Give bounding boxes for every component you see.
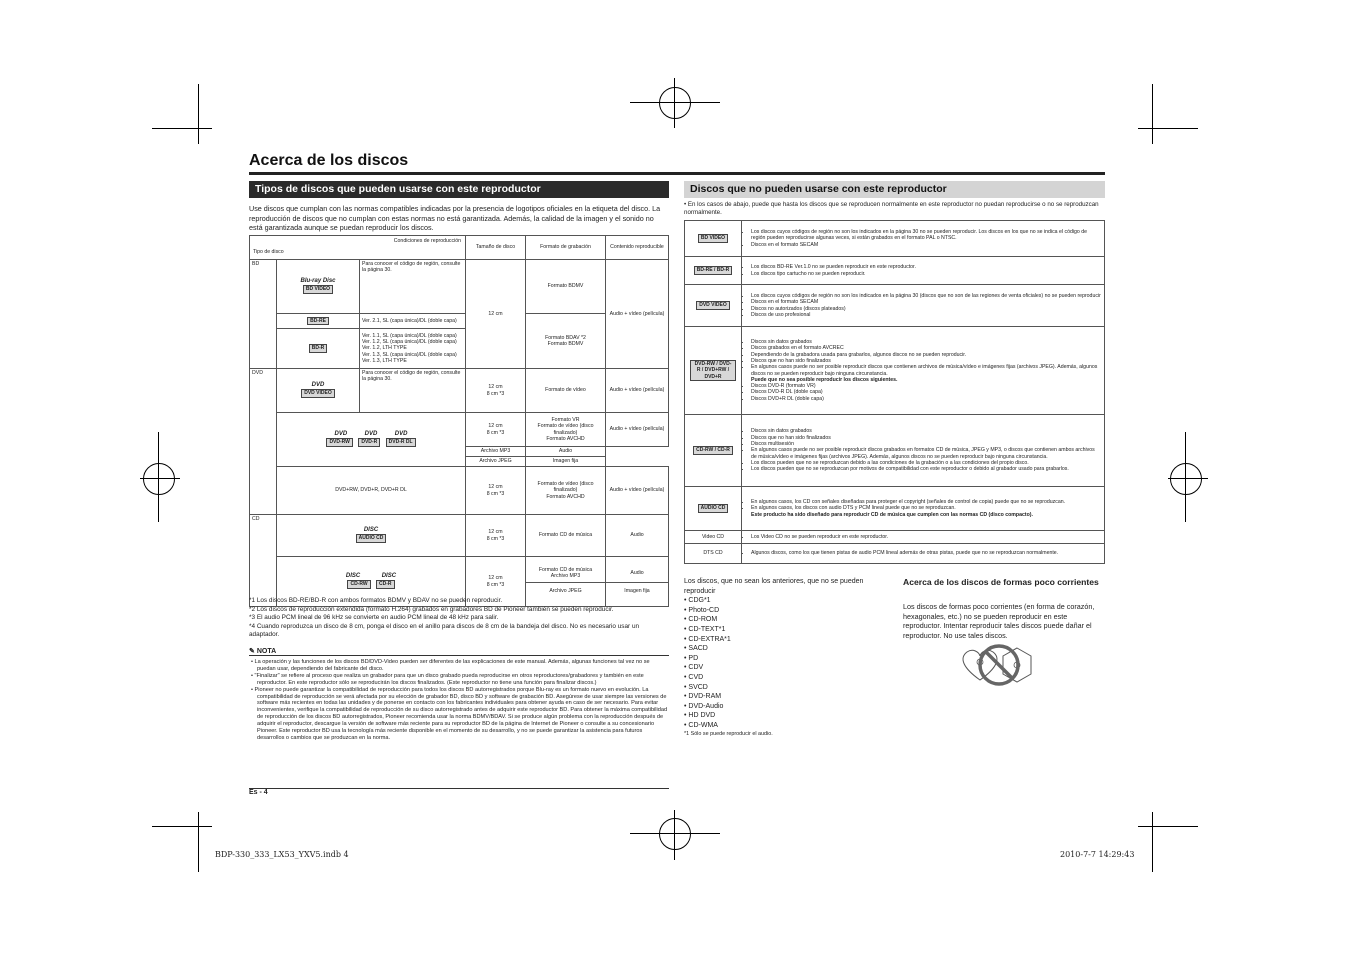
row-item: • Discos multisesión [751, 441, 1101, 447]
row-item: Este producto ha sido diseñado para reproducir CD de música que cumplen con las normas CD (disco compacto). [751, 511, 1033, 518]
print-slug-file: BDP-330_333_LX53_YXV5.indb 4 [215, 850, 349, 859]
dvd-logo-icon: DVD [364, 431, 378, 438]
divider [249, 788, 669, 789]
crop-mark [198, 812, 199, 872]
dvd-region-note: Para conocer el código de región, consulte la página 30. [360, 369, 466, 413]
other-disc-item: • CD-EXTRA*1 [684, 635, 731, 643]
registration-mark [1170, 463, 1202, 495]
header-conditions: Condiciones de reproducción [393, 238, 461, 244]
nota-heading [249, 647, 669, 656]
registration-mark [659, 818, 691, 850]
crop-mark [152, 826, 212, 827]
dvd-plus-content: Audio + vídeo (película) [606, 467, 669, 515]
row-item: • En algunos casos, los CD con señales diseñadas para proteger el copyright (señales de control de copia) puede que no se reproduzcan. [751, 499, 1101, 505]
badge-label: BD VIDEO [698, 234, 728, 243]
bd-format-bdav: Formato BDAV *2 Formato BDMV [526, 314, 606, 369]
odd-shape-disc-prohibited-icon [955, 644, 1045, 686]
dvd-video-format: Formato de vídeo [526, 369, 606, 413]
bd-region-note: Para conocer el código de región, consulte la página 30. [360, 260, 466, 314]
header-format: Formato de grabación [526, 236, 606, 260]
dvd-rw-mp3: Archivo MP3 [466, 447, 526, 457]
note-icon: ✎ [249, 648, 257, 655]
row-item: • Discos en el formato SECAM [751, 299, 1101, 305]
dvd-video-size: 12 cm 8 cm *3 [466, 369, 526, 413]
section-header-incompatible: Discos que no pueden usarse con este reproductor [684, 181, 1105, 198]
row-item: • Discos DVD-R (formato VR) [751, 383, 1101, 389]
dvd-rw-format-vr: Formato VR Formato de vídeo (disco finalizado) Formato AVCHD [526, 413, 606, 447]
incompatible-discs-table [684, 220, 1105, 564]
footnote: *2 Los discos de reproducción extendida (formato H.264) grabados en grabadores BD de Pioneer también se pueden reproducir. [249, 605, 614, 613]
nota-title: NOTA [256, 648, 277, 655]
other-disc-item: • CVD [684, 673, 704, 681]
badge-dvd-r: DVD-R [358, 438, 380, 447]
title-rule [249, 172, 1105, 175]
group-bd: BD [250, 260, 277, 369]
compatible-intro: Use discos que cumplan con las normas compatibles indicadas por la presencia de logotipos oficiales en la etiqueta del disco. La reproducción de discos que no cumplan con estas normas no está garantizada. Además, la calidad de la imagen y el sonido no está garantizada aunque se puedan reproducir los discos. [249, 204, 661, 233]
compact-disc-logo-icon: DISC [363, 527, 379, 534]
cd-rw-jpeg: Archivo JPEG [549, 588, 582, 595]
dvd-plus-size: 12 cm 8 cm *3 [466, 467, 526, 515]
row-label: DTS CD [685, 544, 742, 564]
compact-disc-logo-icon: DISC [381, 573, 397, 580]
nota-item: • "Finalizar" se refiere al proceso que realiza un grabador para que un disco grabado pueda reproducirse en otros reproductores/grabadores y también en este reproductor. En este reproductor sólo se reproducirán los discos finalizados. (Este reproductor no tiene una función para finalizar discos.) [251, 672, 644, 686]
group-cd: CD [250, 515, 277, 607]
badge-cd-r: CD-R [376, 580, 395, 589]
compatible-discs-table [249, 235, 669, 607]
bd-size: 12 cm [466, 260, 526, 369]
odd-shape-text: Los discos de formas poco corrientes (en forma de corazón, hexagonales, etc.) no se pueden reproducir en este reproductor. Intentar reproducir tales discos puede dañar el reproductor. No use tales discos. [903, 602, 1095, 640]
registration-mark [659, 87, 691, 119]
other-disc-item: • CDV [684, 664, 704, 672]
badge-label: DVD-RW / DVD-R / DVD+RW / DVD+R [690, 360, 736, 382]
footnotes [249, 597, 669, 640]
other-discs-note: *1 Sólo se puede reproducir el audio. [684, 730, 773, 737]
compact-disc-logo-icon: DISC [345, 573, 361, 580]
row-item: • Los Video CD no se pueden reproducir en este reproductor. [751, 534, 1101, 540]
dvd-video-logo-icon: DVD [311, 382, 325, 389]
footnote: *1 Los discos BD-RE/BD-R con ambos formatos BDMV y BDAV no se pueden reproducir. [249, 597, 503, 604]
row-item: • Discos DVD+R DL (doble capa) [751, 396, 1101, 402]
row-item: • En algunos casos puede no ser posible reproducir discos que contienen archivos de música/vídeo e imágenes fijas (archivos JPEG). Además, algunos discos no se pueden reproducir bajo ninguna circunstancia. [751, 364, 1101, 377]
row-item: • En algunos casos, los discos con audio DTS y PCM lineal puede que no se reproduzcan. [751, 505, 1101, 511]
row-item: • Discos que no han sido finalizados [751, 435, 1101, 441]
row-item: • En algunos casos puede no ser posible reproducir discos grabados en formatos CD de música, JPEG y MP3, o discos que contienen ambos archivos de música/vídeo e imágenes fijas (archivos JPEG). Además, algunos discos no se pueden reproducir bajo ninguna circunstancia. [751, 447, 1101, 460]
crop-mark [152, 128, 212, 129]
badge-label: AUDIO CD [698, 504, 729, 513]
row-item: • Los discos tipo cartucho no se pueden reproducir. [751, 271, 1101, 277]
row-item: • Discos DVD-R DL (doble capa) [751, 389, 1101, 395]
crop-mark [1138, 128, 1198, 129]
other-disc-item: • Photo-CD [684, 606, 720, 614]
badge-label: CD-RW / CD-R [693, 446, 733, 455]
section-header-compatible: Tipos de discos que pueden usarse con este reproductor [249, 181, 669, 198]
row-item: • Discos de uso profesional [751, 312, 1101, 318]
odd-shape-heading: Acerca de los discos de formas poco corrientes [903, 577, 1099, 587]
crop-mark [1152, 812, 1153, 872]
other-discs-list [684, 577, 884, 738]
other-disc-item: • CDG*1 [684, 597, 711, 605]
crop-mark [1152, 84, 1153, 144]
other-disc-item: • CD-ROM [684, 616, 718, 624]
bd-r-version: Ver. 1.1, SL (capa única)/DL (doble capa) Ver. 1.2, SL (capa única)/DL (doble capa) Ver. 1.2, LTH TYPE Ver. 1.3, SL (capa única)/DL (doble capa) Ver. 1.3, LTH TYPE [360, 329, 466, 369]
badge-dvd-rw: DVD-RW [326, 438, 352, 447]
cd-rw-format: Formato CD de música Archivo MP3 [526, 564, 605, 584]
other-discs-intro: Los discos, que no sean los anteriores, que no se pueden reproducir [684, 578, 864, 595]
cd-rw-audio: Audio [606, 564, 668, 583]
other-disc-item: • CD-TEXT*1 [684, 625, 726, 633]
audio-cd-content: Audio [606, 515, 669, 557]
row-item: • Discos sin datos grabados [751, 428, 1101, 434]
bd-content: Audio + vídeo (película) [606, 260, 669, 369]
footnote: *4 Cuando reproduzca un disco de 8 cm, ponga el disco en el anillo para discos de 8 cm de la bandeja del disco. No es necesario usar un adaptador. [249, 622, 640, 639]
dvd-logo-icon: DVD [394, 431, 408, 438]
row-item: • Los discos cuyos códigos de región no son los indicados en la página 30 no se pueden reproducir. Los discos en los que no se indica el código de región pueden reproducirse algunas veces, si están grabados en el formato PAL o NTSC. [751, 229, 1101, 242]
badge-dvd-video: DVD VIDEO [301, 389, 335, 398]
header-type: Tipo de disco [253, 248, 284, 255]
badge-label: DVD VIDEO [696, 301, 730, 310]
dvd-plus-format: Formato de vídeo (disco finalizado) Formato AVCHD [526, 467, 606, 515]
badge-bd-r: BD-R [309, 344, 328, 353]
header-content: Contenido reproducible [606, 236, 669, 260]
cd-rw-size: 12 cm 8 cm *3 [466, 557, 526, 607]
row-item: Puede que no sea posible reproducir los discos siguientes. [751, 376, 898, 383]
badge-label: BD-RE / BD-R [694, 266, 733, 275]
dvd-rw-audio: Audio [526, 447, 606, 457]
badge-bd-video: BD VIDEO [303, 285, 333, 294]
header-size: Tamaño de disco [466, 236, 526, 260]
row-item: • Algunos discos, como los que tienen pistas de audio PCM lineal además de otras pistas, puede que no se reproduzcan normalmente. [751, 550, 1101, 556]
badge-bd-re: BD-RE [307, 317, 329, 326]
row-item: • Discos no autorizados (discos plateados) [751, 306, 1101, 312]
dvd-rw-content: Audio + vídeo (película) [606, 413, 669, 447]
row-item: • Los discos pueden que no se reproduzcan debido a las condiciones de la grabación o a las condiciones del propio disco. [751, 460, 1101, 466]
other-disc-item: • PD [684, 654, 699, 662]
other-disc-item: • SVCD [684, 683, 708, 691]
row-label: Video CD [685, 531, 742, 544]
page-title: Acerca de los discos [249, 152, 409, 169]
cd-rw-image: Imagen fija [624, 588, 650, 594]
dvd-rw-jpeg: Archivo JPEG [466, 457, 526, 467]
row-item: • Discos sin datos grabados [751, 339, 1101, 345]
badge-dvd-r-dl: DVD-R DL [386, 438, 416, 447]
row-item: • Dependiendo de la grabadora usada para grabarlos, algunos discos no se pueden reproducir. [751, 352, 1101, 358]
dvd-rw-size: 12 cm 8 cm *3 [466, 413, 526, 447]
dvd-video-content: Audio + vídeo (película) [606, 369, 669, 413]
crop-mark [198, 84, 199, 144]
other-disc-item: • CD-WMA [684, 721, 718, 729]
nota-item: • La operación y las funciones de los discos BD/DVD-Video pueden ser diferentes de las explicaciones de este manual. Además, algunas funciones tal vez no se puedan usar, dependiendo del fabricante del disco. [251, 659, 650, 672]
bluray-logo-icon: Blu-ray Disc [300, 278, 336, 285]
nota-item: • Pioneer no puede garantizar la compatibilidad de reproducción para todos los discos BD autorregistrados porque Blu-ray es un formato nuevo en evolución. La compatibilidad de reproducción se verá afectada por su elección de grabador BD, disco BD y software de grabación BD. Asegúrese de usar siempre las versiones de software más recientes en todas las unidades y de ponerse en contacto con los fabricantes individuales para obtener ayuda en caso de ser necesario. Para evitar inconvenientes, verifique la compatibilidad de reproducción de su disco autorregistrado antes de adquirir este reproductor BD. Para obtener la máxima compatibilidad de reproducción de los discos BD autorregistrados, Pioneer recomienda usar la norma BDMV/BDAV. Si se produce algún problema con la reproducción después de adquirir el reproductor, descargue la versión de software más reciente para su reproductor BD de la página de Internet de Pioneer o consulte a su concesionario Pioneer. Este reproductor BD usa la tecnología más reciente disponible en el momento de su desarrollo, y no se puede garantizar la asistencia para futuros desarrollos o cambios que se produzcan en la norma. [251, 686, 668, 741]
nota-list [249, 659, 669, 742]
row-item: • Los discos cuyos códigos de región no son los indicados en la página 30 (discos que no son de las regiones de venta oficiales) no se pueden reproducir [751, 293, 1101, 299]
audio-cd-size: 12 cm 8 cm *3 [466, 515, 526, 557]
row-item: • Discos en el formato SECAM [751, 242, 1101, 248]
row-item: • Los discos pueden que no se reproduzcan por motivos de compatibilidad con este reproductor o debido al grabador usado para grabarlos. [751, 466, 1101, 472]
incompatible-intro: • En los casos de abajo, puede que hasta los discos que se reproducen normalmente en este reproductor no puedan reproducirse o no se reproduzcan normalmente. [684, 201, 1099, 216]
print-slug-date: 2010-7-7 14:29:43 [1060, 850, 1135, 859]
other-disc-item: • HD DVD [684, 712, 716, 720]
registration-mark [143, 463, 175, 495]
other-disc-item: • DVD-RAM [684, 693, 722, 701]
other-disc-item: • DVD-Audio [684, 702, 724, 710]
badge-audio-cd: AUDIO CD [356, 534, 387, 543]
page-number: Es - 4 [249, 789, 268, 796]
bd-re-version: Ver. 2.1, SL (capa única)/DL (doble capa) [360, 314, 466, 329]
row-item: • Discos que no han sido finalizados [751, 358, 1101, 364]
dvd-plus-types: DVD+RW, DVD+R, DVD+R DL [277, 467, 466, 515]
other-disc-item: • SACD [684, 645, 708, 653]
audio-cd-format: Formato CD de música [526, 515, 606, 557]
row-item: • Los discos BD-RE Ver.1.0 no se pueden reproducir en este reproductor. [751, 264, 1101, 270]
dvd-rw-image: Imagen fija [526, 457, 606, 467]
badge-cd-rw: CD-RW [347, 580, 370, 589]
bd-format-bdmv: Formato BDMV [526, 260, 606, 314]
footnote: *3 El audio PCM lineal de 96 kHz se convierte en audio PCM lineal de 48 kHz para salir. [249, 614, 499, 622]
row-item: • Discos grabados en el formato AVCREC [751, 345, 1101, 351]
crop-mark [1138, 826, 1198, 827]
dvd-logo-icon: DVD [334, 431, 348, 438]
group-dvd: DVD [250, 369, 277, 515]
